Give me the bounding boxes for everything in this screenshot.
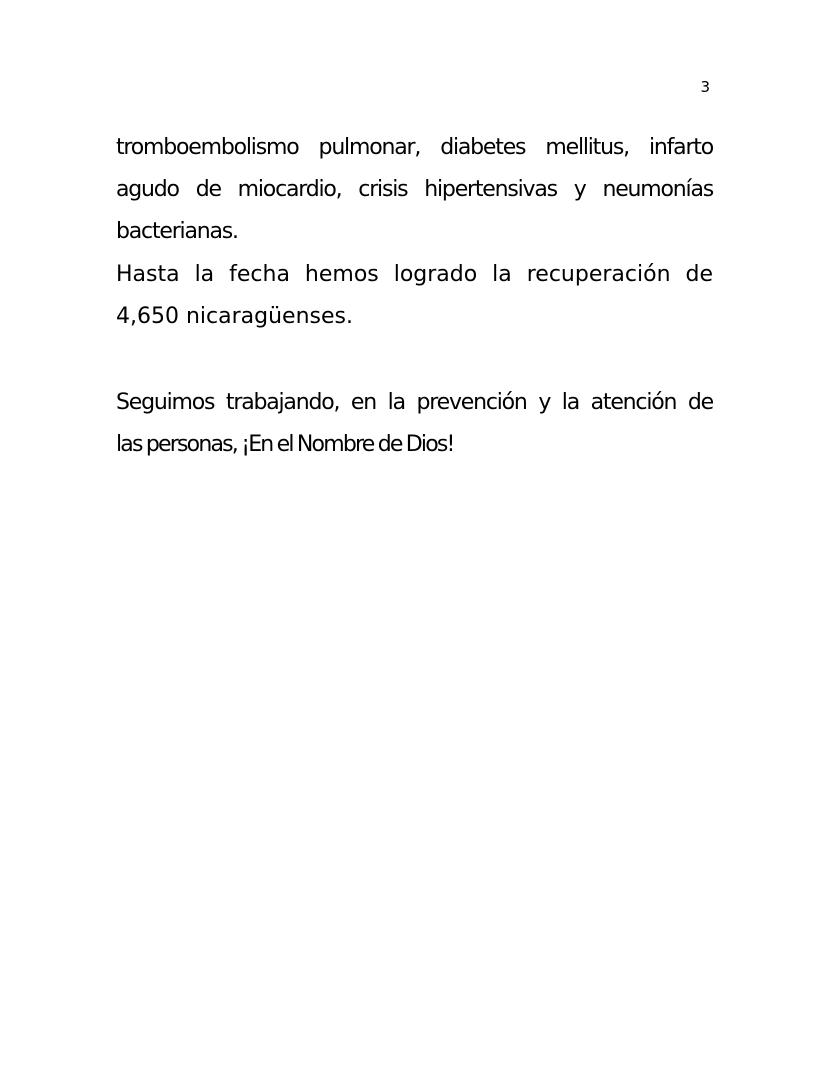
paragraph-line: agudo de miocardio, crisis hipertensivas y neumonías	[116, 177, 713, 202]
paragraph-conditions	[116, 127, 713, 253]
paragraph-line: Hasta la fecha hemos logrado la recuperación de	[116, 262, 713, 287]
paragraph-recovery	[116, 254, 713, 338]
page-number: 3	[700, 78, 710, 96]
paragraph-line: las personas, ¡En el Nombre de Dios!	[116, 432, 454, 457]
paragraph-line: tromboembolismo pulmonar, diabetes mellitus, infarto	[116, 135, 713, 160]
paragraph-line: Seguimos trabajando, en la prevención y la atención de	[116, 390, 713, 415]
paragraph-line: bacterianas.	[116, 219, 238, 244]
paragraph-closing	[116, 382, 713, 466]
paragraph-line: 4,650 nicaragüenses.	[116, 304, 353, 329]
